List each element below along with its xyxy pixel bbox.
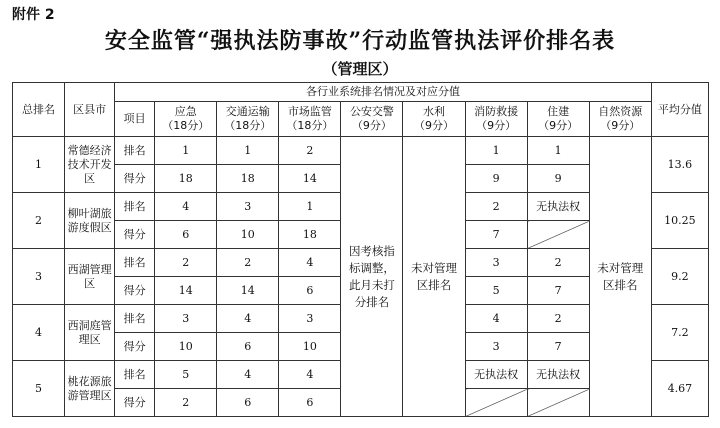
header-category: 公安交警 （9分） <box>341 102 403 137</box>
header-item: 项目 <box>115 102 155 137</box>
overall-rank-cell: 2 <box>13 193 65 249</box>
value-cell: 1 <box>155 137 217 165</box>
value-cell: 7 <box>527 333 589 361</box>
overall-rank-cell: 4 <box>13 305 65 361</box>
value-cell: 18 <box>279 221 341 249</box>
value-cell: 1 <box>465 137 527 165</box>
header-rank: 总排名 <box>13 83 65 137</box>
note-cell: 未对管理区排名 <box>403 137 465 417</box>
district-cell: 桃花源旅游管理区 <box>65 361 115 417</box>
value-cell: 6 <box>279 277 341 305</box>
value-cell: 无执法权 <box>527 361 589 389</box>
value-cell: 3 <box>465 249 527 277</box>
item-label-cell: 排名 <box>115 249 155 277</box>
note-cell: 未对管理区排名 <box>589 137 651 417</box>
value-cell: 9 <box>465 165 527 193</box>
value-cell: 4 <box>465 305 527 333</box>
value-cell: 2 <box>279 137 341 165</box>
value-cell: 2 <box>527 249 589 277</box>
value-cell: 18 <box>155 165 217 193</box>
value-cell: 7 <box>527 277 589 305</box>
header-category: 市场监管 （18分） <box>279 102 341 137</box>
value-cell: 2 <box>217 249 279 277</box>
empty-diagonal-cell <box>527 389 589 417</box>
value-cell: 4 <box>155 193 217 221</box>
item-label-cell: 排名 <box>115 137 155 165</box>
value-cell: 3 <box>155 305 217 333</box>
note-cell: 因考核指标调整，此月未打分排名 <box>341 137 403 417</box>
header-category: 住建 （9分） <box>527 102 589 137</box>
item-label-cell: 得分 <box>115 333 155 361</box>
value-cell: 4 <box>279 249 341 277</box>
value-cell: 4 <box>217 361 279 389</box>
value-cell: 6 <box>155 221 217 249</box>
value-cell: 18 <box>217 165 279 193</box>
value-cell: 4 <box>217 305 279 333</box>
value-cell: 3 <box>217 193 279 221</box>
attachment-label: 附件 2 <box>12 7 55 23</box>
value-cell: 10 <box>155 333 217 361</box>
average-cell: 4.67 <box>651 361 708 417</box>
value-cell: 6 <box>217 333 279 361</box>
value-cell: 1 <box>279 193 341 221</box>
value-cell: 9 <box>527 165 589 193</box>
item-label-cell: 排名 <box>115 361 155 389</box>
empty-diagonal-cell <box>527 221 589 249</box>
average-cell: 10.25 <box>651 193 708 249</box>
value-cell: 10 <box>217 221 279 249</box>
item-label-cell: 得分 <box>115 221 155 249</box>
item-label-cell: 排名 <box>115 193 155 221</box>
page-title: 安全监管“强执法防事故”行动监管执法评价排名表 <box>104 28 616 54</box>
item-label-cell: 得分 <box>115 277 155 305</box>
page-subtitle: （管理区） <box>322 60 398 78</box>
value-cell: 2 <box>155 249 217 277</box>
value-cell: 无执法权 <box>465 361 527 389</box>
value-cell: 14 <box>155 277 217 305</box>
item-label-cell: 得分 <box>115 165 155 193</box>
value-cell: 10 <box>279 333 341 361</box>
district-cell: 柳叶湖旅游度假区 <box>65 193 115 249</box>
value-cell: 6 <box>279 389 341 417</box>
header-category: 应急 （18分） <box>155 102 217 137</box>
value-cell: 1 <box>217 137 279 165</box>
district-cell: 西湖管理区 <box>65 249 115 305</box>
value-cell: 5 <box>465 277 527 305</box>
overall-rank-cell: 3 <box>13 249 65 305</box>
value-cell: 4 <box>279 361 341 389</box>
value-cell: 7 <box>465 221 527 249</box>
value-cell: 3 <box>279 305 341 333</box>
value-cell: 3 <box>465 333 527 361</box>
overall-rank-cell: 1 <box>13 137 65 193</box>
district-cell: 西洞庭管理区 <box>65 305 115 361</box>
ranking-table <box>12 82 709 417</box>
value-cell: 无执法权 <box>527 193 589 221</box>
table-row <box>13 137 709 165</box>
header-category: 水利 （9分） <box>403 102 465 137</box>
value-cell: 1 <box>527 137 589 165</box>
empty-diagonal-cell <box>465 389 527 417</box>
header-category: 消防救援 （9分） <box>465 102 527 137</box>
header-average: 平均分值 <box>651 83 708 137</box>
header-group: 各行业系统排名情况及对应分值 <box>115 83 652 102</box>
item-label-cell: 排名 <box>115 305 155 333</box>
value-cell: 5 <box>155 361 217 389</box>
header-category: 自然资源 （9分） <box>589 102 651 137</box>
average-cell: 9.2 <box>651 249 708 305</box>
average-cell: 7.2 <box>651 305 708 361</box>
value-cell: 6 <box>217 389 279 417</box>
overall-rank-cell: 5 <box>13 361 65 417</box>
district-cell: 常德经济技术开发区 <box>65 137 115 193</box>
header-district: 区县市 <box>65 83 115 137</box>
value-cell: 2 <box>527 305 589 333</box>
value-cell: 14 <box>217 277 279 305</box>
item-label-cell: 得分 <box>115 389 155 417</box>
value-cell: 2 <box>155 389 217 417</box>
header-category: 交通运输 （18分） <box>217 102 279 137</box>
value-cell: 14 <box>279 165 341 193</box>
average-cell: 13.6 <box>651 137 708 193</box>
value-cell: 2 <box>465 193 527 221</box>
